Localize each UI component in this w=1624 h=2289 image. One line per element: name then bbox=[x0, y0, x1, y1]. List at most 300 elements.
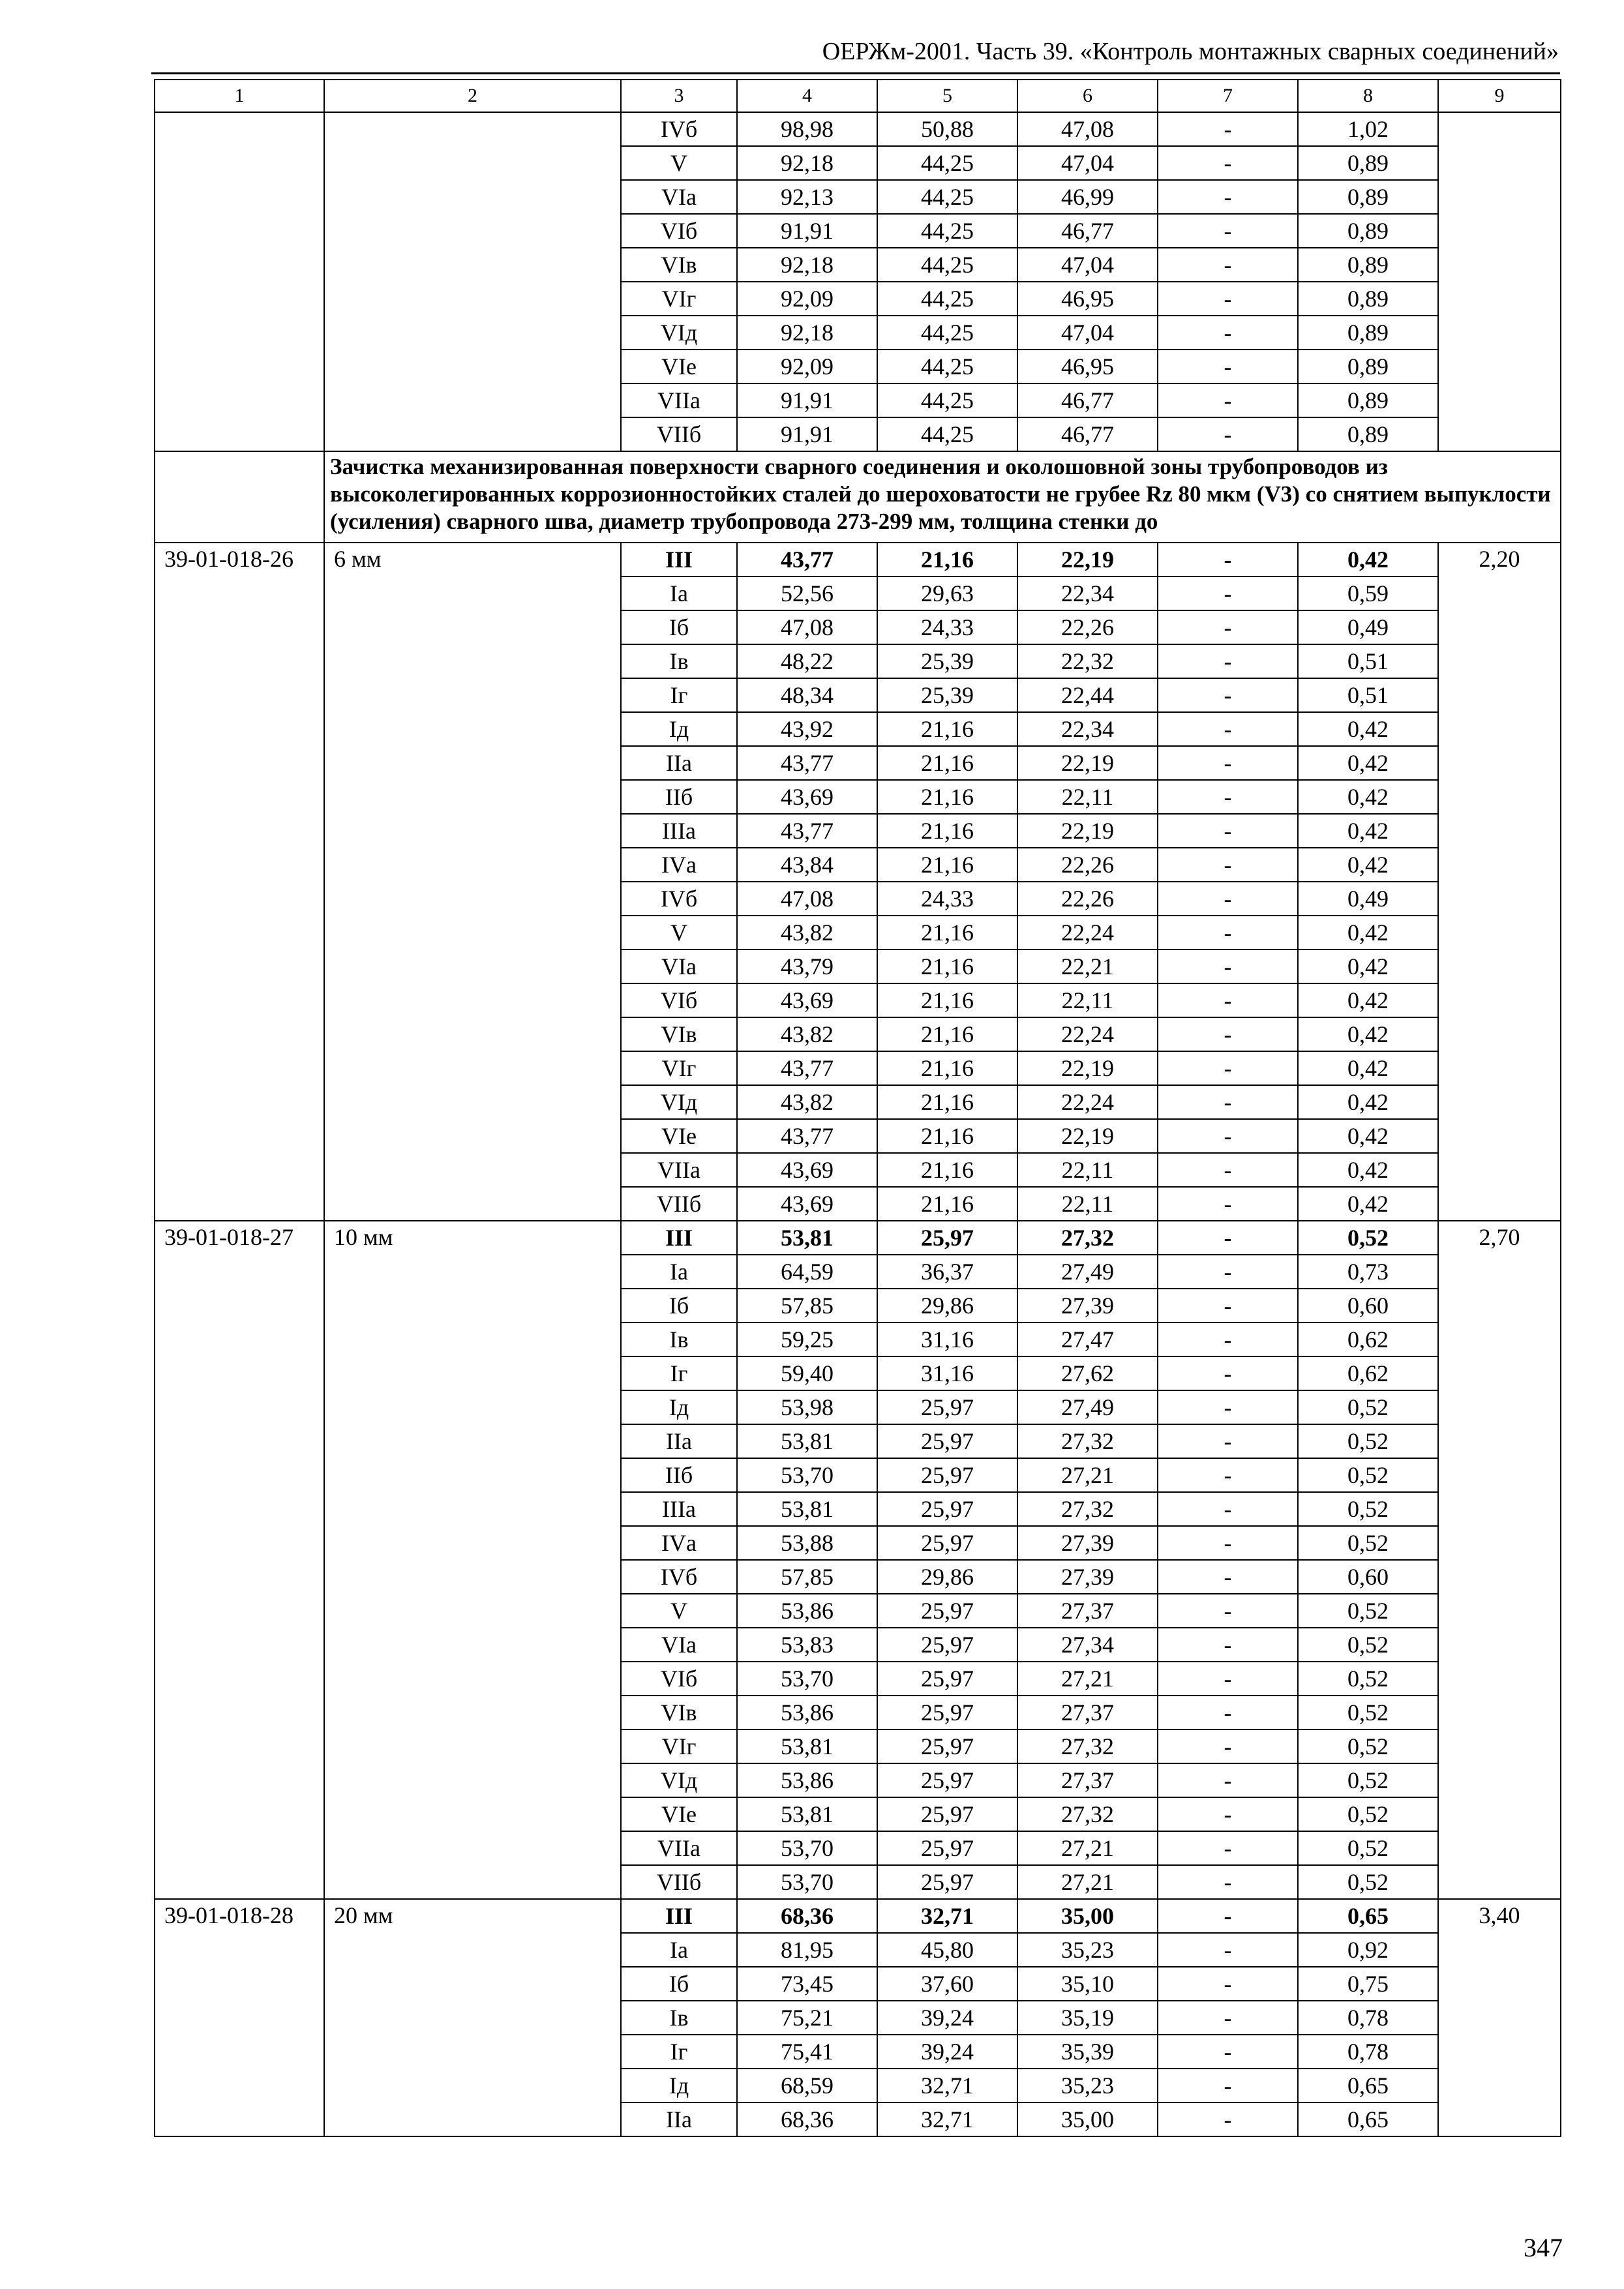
column-number: 9 bbox=[1438, 80, 1561, 112]
cell-materials: - bbox=[1158, 644, 1298, 678]
cell-materials: - bbox=[1158, 983, 1298, 1017]
cell-machinist-labor: 0,52 bbox=[1298, 1628, 1438, 1662]
cell-direct-costs: 48,34 bbox=[737, 678, 877, 712]
cell-direct-costs: 73,45 bbox=[737, 1967, 877, 2001]
header-rule bbox=[151, 72, 1560, 74]
cell-variant: IVб bbox=[621, 112, 737, 146]
cell-direct-costs: 43,82 bbox=[737, 1017, 877, 1051]
cell-direct-costs: 92,18 bbox=[737, 146, 877, 180]
cell-machinist-labor: 0,59 bbox=[1298, 576, 1438, 610]
cell-machine-costs: 27,39 bbox=[1017, 1289, 1158, 1323]
cell-variant: Iг bbox=[621, 678, 737, 712]
cell-materials: - bbox=[1158, 1899, 1298, 1933]
cell-machine-costs: 22,11 bbox=[1017, 1153, 1158, 1187]
cell-direct-costs: 59,25 bbox=[737, 1323, 877, 1356]
cell-machinist-labor: 0,42 bbox=[1298, 1119, 1438, 1153]
cell-machine-costs: 22,11 bbox=[1017, 780, 1158, 814]
cell-labor-wages: 21,16 bbox=[877, 950, 1017, 983]
cell-materials: - bbox=[1158, 1323, 1298, 1356]
cell-materials: - bbox=[1158, 1492, 1298, 1526]
cell-labor-wages: 21,16 bbox=[877, 848, 1017, 882]
cell-machine-costs: 47,04 bbox=[1017, 146, 1158, 180]
cell-machinist-labor: 0,52 bbox=[1298, 1424, 1438, 1458]
cell-variant: IVа bbox=[621, 1526, 737, 1560]
cell-machine-costs: 46,99 bbox=[1017, 180, 1158, 214]
column-number: 4 bbox=[737, 80, 877, 112]
cell-machine-costs: 22,19 bbox=[1017, 1119, 1158, 1153]
cell-labor-wages: 44,25 bbox=[877, 282, 1017, 316]
cell-variant: III bbox=[621, 1899, 737, 1933]
cell-machinist-labor: 0,42 bbox=[1298, 1153, 1438, 1187]
cell-direct-costs: 53,86 bbox=[737, 1594, 877, 1628]
cell-materials: - bbox=[1158, 882, 1298, 916]
cell-machine-costs: 22,44 bbox=[1017, 678, 1158, 712]
cell-machine-costs: 27,32 bbox=[1017, 1424, 1158, 1458]
cell-direct-costs: 48,22 bbox=[737, 644, 877, 678]
cell-machine-costs: 27,37 bbox=[1017, 1763, 1158, 1797]
cell-variant: IIIа bbox=[621, 1492, 737, 1526]
cell-direct-costs: 43,77 bbox=[737, 543, 877, 576]
column-number: 8 bbox=[1298, 80, 1438, 112]
cell-variant: Iб bbox=[621, 1289, 737, 1323]
cell-machinist-labor: 0,89 bbox=[1298, 417, 1438, 451]
cell-machinist-labor: 0,60 bbox=[1298, 1289, 1438, 1323]
cell-labor-wages: 44,25 bbox=[877, 146, 1017, 180]
cell-machine-costs: 22,11 bbox=[1017, 983, 1158, 1017]
cell-materials: - bbox=[1158, 678, 1298, 712]
cell-direct-costs: 68,36 bbox=[737, 1899, 877, 1933]
cell-labor-wages: 21,16 bbox=[877, 1085, 1017, 1119]
cell-machine-costs: 22,24 bbox=[1017, 1085, 1158, 1119]
cell-machinist-labor: 0,52 bbox=[1298, 1729, 1438, 1763]
cell-labor-wages: 50,88 bbox=[877, 112, 1017, 146]
cell-machine-costs: 22,19 bbox=[1017, 1051, 1158, 1085]
cell-direct-costs: 53,70 bbox=[737, 1865, 877, 1899]
cell-materials: - bbox=[1158, 1458, 1298, 1492]
cell-machinist-labor: 0,52 bbox=[1298, 1662, 1438, 1696]
cell-variant: VIб bbox=[621, 1662, 737, 1696]
cell-materials: - bbox=[1158, 814, 1298, 848]
cell-machine-costs: 22,19 bbox=[1017, 814, 1158, 848]
cell-machinist-labor: 0,52 bbox=[1298, 1696, 1438, 1729]
cell-labor-wages: 25,97 bbox=[877, 1390, 1017, 1424]
cell-variant: IIа bbox=[621, 746, 737, 780]
cell-direct-costs: 75,21 bbox=[737, 2001, 877, 2035]
cell-materials: - bbox=[1158, 1729, 1298, 1763]
cell-materials: - bbox=[1158, 2001, 1298, 2035]
cell-labor-wages: 25,97 bbox=[877, 1662, 1017, 1696]
cell-direct-costs: 53,98 bbox=[737, 1390, 877, 1424]
cell-variant: VIг bbox=[621, 282, 737, 316]
cell-materials: - bbox=[1158, 1797, 1298, 1831]
cell-machinist-labor: 0,42 bbox=[1298, 950, 1438, 983]
cell-machinist-labor: 0,42 bbox=[1298, 712, 1438, 746]
cell-materials: - bbox=[1158, 2035, 1298, 2069]
cell-total: 2,70 bbox=[1438, 1221, 1561, 1899]
cell-materials: - bbox=[1158, 1696, 1298, 1729]
cell-materials: - bbox=[1158, 610, 1298, 644]
cell-materials: - bbox=[1158, 180, 1298, 214]
cell-variant: VIд bbox=[621, 1763, 737, 1797]
cell-variant: VIIа bbox=[621, 1153, 737, 1187]
cell-machinist-labor: 0,42 bbox=[1298, 1187, 1438, 1221]
cell-labor-wages: 21,16 bbox=[877, 814, 1017, 848]
page-number: 347 bbox=[1524, 2233, 1563, 2262]
cell-wall-thickness: 20 мм bbox=[324, 1899, 621, 2136]
cell-rate-code: 39-01-018-28 bbox=[155, 1899, 324, 2136]
table-row bbox=[155, 543, 1561, 576]
cell-variant: IVб bbox=[621, 882, 737, 916]
cell-machine-costs: 47,04 bbox=[1017, 248, 1158, 282]
cell-direct-costs: 53,86 bbox=[737, 1696, 877, 1729]
cell-machinist-labor: 0,89 bbox=[1298, 350, 1438, 383]
cell-materials: - bbox=[1158, 848, 1298, 882]
cell-machine-costs: 35,23 bbox=[1017, 2069, 1158, 2102]
cell-direct-costs: 53,83 bbox=[737, 1628, 877, 1662]
cell-code-empty bbox=[155, 451, 324, 543]
cell-labor-wages: 24,33 bbox=[877, 610, 1017, 644]
page-header: ОЕРЖм-2001. Часть 39. «Контроль монтажных сварных соединений» bbox=[822, 38, 1559, 65]
cell-materials: - bbox=[1158, 282, 1298, 316]
cell-variant: IIа bbox=[621, 2102, 737, 2136]
cell-machinist-labor: 0,42 bbox=[1298, 1051, 1438, 1085]
cell-variant: Iд bbox=[621, 2069, 737, 2102]
cell-variant: IIб bbox=[621, 780, 737, 814]
cell-materials: - bbox=[1158, 746, 1298, 780]
cell-machine-costs: 46,77 bbox=[1017, 417, 1158, 451]
cell-machine-costs: 27,49 bbox=[1017, 1390, 1158, 1424]
cell-variant: VIв bbox=[621, 1696, 737, 1729]
cell-machine-costs: 27,39 bbox=[1017, 1526, 1158, 1560]
cell-machinist-labor: 0,52 bbox=[1298, 1526, 1438, 1560]
cell-materials: - bbox=[1158, 1526, 1298, 1560]
cell-materials: - bbox=[1158, 1187, 1298, 1221]
cell-machine-costs: 27,21 bbox=[1017, 1865, 1158, 1899]
cell-machinist-labor: 0,89 bbox=[1298, 248, 1438, 282]
cell-labor-wages: 25,39 bbox=[877, 644, 1017, 678]
cell-labor-wages: 21,16 bbox=[877, 1017, 1017, 1051]
cell-materials: - bbox=[1158, 112, 1298, 146]
cell-machine-costs: 22,32 bbox=[1017, 644, 1158, 678]
cell-variant: III bbox=[621, 1221, 737, 1255]
cell-machinist-labor: 0,65 bbox=[1298, 2102, 1438, 2136]
cell-materials: - bbox=[1158, 1221, 1298, 1255]
cell-machine-costs: 46,77 bbox=[1017, 214, 1158, 248]
cell-variant: V bbox=[621, 146, 737, 180]
cell-variant: Iа bbox=[621, 1933, 737, 1967]
cell-machinist-labor: 0,42 bbox=[1298, 916, 1438, 950]
cell-machine-costs: 22,19 bbox=[1017, 746, 1158, 780]
cell-machinist-labor: 0,52 bbox=[1298, 1831, 1438, 1865]
cell-labor-wages: 25,97 bbox=[877, 1696, 1017, 1729]
cell-labor-wages: 25,97 bbox=[877, 1526, 1017, 1560]
cell-labor-wages: 25,97 bbox=[877, 1831, 1017, 1865]
cell-materials: - bbox=[1158, 950, 1298, 983]
cell-variant: III bbox=[621, 543, 737, 576]
cell-materials: - bbox=[1158, 417, 1298, 451]
cell-variant: IIIа bbox=[621, 814, 737, 848]
cell-machinist-labor: 0,52 bbox=[1298, 1492, 1438, 1526]
cell-direct-costs: 68,59 bbox=[737, 2069, 877, 2102]
cell-machinist-labor: 0,42 bbox=[1298, 1017, 1438, 1051]
cell-variant: VIе bbox=[621, 1119, 737, 1153]
cell-machinist-labor: 0,89 bbox=[1298, 214, 1438, 248]
cell-variant: Iв bbox=[621, 644, 737, 678]
cell-labor-wages: 25,97 bbox=[877, 1424, 1017, 1458]
cell-materials: - bbox=[1158, 1356, 1298, 1390]
cell-machine-costs: 27,37 bbox=[1017, 1696, 1158, 1729]
cell-labor-wages: 25,97 bbox=[877, 1763, 1017, 1797]
cell-direct-costs: 53,88 bbox=[737, 1526, 877, 1560]
cell-labor-wages: 31,16 bbox=[877, 1356, 1017, 1390]
cell-total: 3,40 bbox=[1438, 1899, 1561, 2136]
cell-code-empty bbox=[155, 112, 324, 451]
cell-machine-costs: 22,19 bbox=[1017, 543, 1158, 576]
cell-machine-costs: 27,39 bbox=[1017, 1560, 1158, 1594]
cell-direct-costs: 52,56 bbox=[737, 576, 877, 610]
cell-machine-costs: 35,10 bbox=[1017, 1967, 1158, 2001]
cell-machine-costs: 47,04 bbox=[1017, 316, 1158, 350]
cell-direct-costs: 92,18 bbox=[737, 248, 877, 282]
cell-machinist-labor: 0,75 bbox=[1298, 1967, 1438, 2001]
cell-labor-wages: 32,71 bbox=[877, 2069, 1017, 2102]
cell-machine-costs: 22,34 bbox=[1017, 576, 1158, 610]
cell-variant: Iб bbox=[621, 1967, 737, 2001]
cell-direct-costs: 53,81 bbox=[737, 1424, 877, 1458]
cell-variant: VIб bbox=[621, 214, 737, 248]
cell-variant: VIа bbox=[621, 1628, 737, 1662]
cell-labor-wages: 21,16 bbox=[877, 780, 1017, 814]
cell-machinist-labor: 0,89 bbox=[1298, 180, 1438, 214]
cell-variant: VIа bbox=[621, 180, 737, 214]
cell-machine-costs: 22,26 bbox=[1017, 882, 1158, 916]
cell-materials: - bbox=[1158, 1967, 1298, 2001]
cell-direct-costs: 91,91 bbox=[737, 417, 877, 451]
cell-direct-costs: 91,91 bbox=[737, 214, 877, 248]
cell-labor-wages: 39,24 bbox=[877, 2001, 1017, 2035]
cell-direct-costs: 92,13 bbox=[737, 180, 877, 214]
cell-direct-costs: 43,77 bbox=[737, 746, 877, 780]
cell-machine-costs: 35,23 bbox=[1017, 1933, 1158, 1967]
cell-labor-wages: 32,71 bbox=[877, 2102, 1017, 2136]
table-row bbox=[155, 1221, 1561, 1255]
cell-direct-costs: 53,70 bbox=[737, 1662, 877, 1696]
cell-direct-costs: 43,69 bbox=[737, 983, 877, 1017]
cell-labor-wages: 44,25 bbox=[877, 316, 1017, 350]
cell-machine-costs: 22,11 bbox=[1017, 1187, 1158, 1221]
cell-machine-costs: 27,32 bbox=[1017, 1797, 1158, 1831]
cell-variant: IVб bbox=[621, 1560, 737, 1594]
cell-direct-costs: 53,81 bbox=[737, 1729, 877, 1763]
cell-materials: - bbox=[1158, 1763, 1298, 1797]
cell-materials: - bbox=[1158, 1255, 1298, 1289]
cell-machine-costs: 46,95 bbox=[1017, 350, 1158, 383]
cell-labor-wages: 21,16 bbox=[877, 983, 1017, 1017]
table-row bbox=[155, 112, 1561, 146]
cell-wall-thickness: 6 мм bbox=[324, 543, 621, 1221]
cell-direct-costs: 47,08 bbox=[737, 610, 877, 644]
cell-labor-wages: 32,71 bbox=[877, 1899, 1017, 1933]
cell-variant: VIв bbox=[621, 1017, 737, 1051]
cell-materials: - bbox=[1158, 1628, 1298, 1662]
cell-machinist-labor: 0,65 bbox=[1298, 1899, 1438, 1933]
cell-direct-costs: 53,81 bbox=[737, 1492, 877, 1526]
cell-machinist-labor: 0,52 bbox=[1298, 1390, 1438, 1424]
cell-labor-wages: 29,63 bbox=[877, 576, 1017, 610]
cell-materials: - bbox=[1158, 2069, 1298, 2102]
cell-labor-wages: 31,16 bbox=[877, 1323, 1017, 1356]
cell-materials: - bbox=[1158, 1933, 1298, 1967]
cell-machine-costs: 22,24 bbox=[1017, 916, 1158, 950]
cell-labor-wages: 29,86 bbox=[877, 1560, 1017, 1594]
table-body bbox=[155, 80, 1561, 2136]
section-title-row bbox=[155, 451, 1561, 543]
cell-materials: - bbox=[1158, 1560, 1298, 1594]
cell-materials: - bbox=[1158, 916, 1298, 950]
column-number: 1 bbox=[155, 80, 324, 112]
cell-direct-costs: 43,77 bbox=[737, 1051, 877, 1085]
cell-machine-costs: 27,21 bbox=[1017, 1831, 1158, 1865]
cell-materials: - bbox=[1158, 1390, 1298, 1424]
cell-machinist-labor: 1,02 bbox=[1298, 112, 1438, 146]
cell-variant: VIа bbox=[621, 950, 737, 983]
cell-materials: - bbox=[1158, 780, 1298, 814]
cell-machinist-labor: 0,73 bbox=[1298, 1255, 1438, 1289]
cell-labor-wages: 24,33 bbox=[877, 882, 1017, 916]
cell-direct-costs: 53,81 bbox=[737, 1797, 877, 1831]
cell-variant: Iб bbox=[621, 610, 737, 644]
cell-variant: IVа bbox=[621, 848, 737, 882]
cell-machinist-labor: 0,60 bbox=[1298, 1560, 1438, 1594]
cell-direct-costs: 43,82 bbox=[737, 1085, 877, 1119]
cell-labor-wages: 25,97 bbox=[877, 1594, 1017, 1628]
cell-variant: VIд bbox=[621, 1085, 737, 1119]
cell-machinist-labor: 0,89 bbox=[1298, 146, 1438, 180]
cell-variant: VIIа bbox=[621, 1831, 737, 1865]
cell-variant: VIIа bbox=[621, 383, 737, 417]
cell-materials: - bbox=[1158, 1017, 1298, 1051]
cell-machinist-labor: 0,52 bbox=[1298, 1865, 1438, 1899]
cell-machinist-labor: 0,51 bbox=[1298, 644, 1438, 678]
cell-size-empty bbox=[324, 112, 621, 451]
cell-machine-costs: 22,26 bbox=[1017, 848, 1158, 882]
cell-variant: VIIб bbox=[621, 417, 737, 451]
cell-direct-costs: 92,09 bbox=[737, 350, 877, 383]
cell-machinist-labor: 0,42 bbox=[1298, 1085, 1438, 1119]
cell-labor-wages: 21,16 bbox=[877, 543, 1017, 576]
cell-labor-wages: 25,97 bbox=[877, 1729, 1017, 1763]
cell-machinist-labor: 0,42 bbox=[1298, 780, 1438, 814]
cell-labor-wages: 21,16 bbox=[877, 1051, 1017, 1085]
cell-machine-costs: 27,32 bbox=[1017, 1221, 1158, 1255]
cell-direct-costs: 92,09 bbox=[737, 282, 877, 316]
cell-labor-wages: 21,16 bbox=[877, 1153, 1017, 1187]
cell-materials: - bbox=[1158, 712, 1298, 746]
cell-direct-costs: 92,18 bbox=[737, 316, 877, 350]
cell-wall-thickness: 10 мм bbox=[324, 1221, 621, 1899]
column-number: 3 bbox=[621, 80, 737, 112]
cell-variant: Iд bbox=[621, 1390, 737, 1424]
cell-variant: Iв bbox=[621, 1323, 737, 1356]
cell-variant: Iг bbox=[621, 1356, 737, 1390]
cell-machine-costs: 27,32 bbox=[1017, 1492, 1158, 1526]
cell-materials: - bbox=[1158, 543, 1298, 576]
cell-machine-costs: 35,00 bbox=[1017, 2102, 1158, 2136]
cell-labor-wages: 25,39 bbox=[877, 678, 1017, 712]
cell-variant: VIв bbox=[621, 248, 737, 282]
cell-direct-costs: 53,70 bbox=[737, 1458, 877, 1492]
cell-variant: IIа bbox=[621, 1424, 737, 1458]
cell-machine-costs: 27,21 bbox=[1017, 1662, 1158, 1696]
cell-machinist-labor: 0,52 bbox=[1298, 1594, 1438, 1628]
cell-machinist-labor: 0,89 bbox=[1298, 282, 1438, 316]
cell-variant: Iв bbox=[621, 2001, 737, 2035]
cell-machinist-labor: 0,52 bbox=[1298, 1221, 1438, 1255]
cell-variant: Iд bbox=[621, 712, 737, 746]
cell-variant: IIб bbox=[621, 1458, 737, 1492]
section-title: Зачистка механизированная поверхности сварного соединения и околошовной зоны трубопроводов из высоколегированных коррозионностойких сталей до шероховатости не грубее Rz 80 мкм (V3) со снятием выпуклости (усиления) сварного шва, диаметр трубопровода 273-299 мм, толщина стенки до bbox=[324, 451, 1561, 543]
cell-variant: VIд bbox=[621, 316, 737, 350]
cell-machinist-labor: 0,78 bbox=[1298, 2035, 1438, 2069]
cell-materials: - bbox=[1158, 350, 1298, 383]
cell-materials: - bbox=[1158, 1865, 1298, 1899]
cell-machinist-labor: 0,78 bbox=[1298, 2001, 1438, 2035]
cell-machinist-labor: 0,51 bbox=[1298, 678, 1438, 712]
cell-direct-costs: 43,69 bbox=[737, 780, 877, 814]
cell-direct-costs: 75,41 bbox=[737, 2035, 877, 2069]
cell-variant: VIе bbox=[621, 350, 737, 383]
column-number: 5 bbox=[877, 80, 1017, 112]
cell-machinist-labor: 0,42 bbox=[1298, 848, 1438, 882]
cell-machine-costs: 27,47 bbox=[1017, 1323, 1158, 1356]
cell-labor-wages: 25,97 bbox=[877, 1458, 1017, 1492]
cell-variant: V bbox=[621, 916, 737, 950]
cell-machinist-labor: 0,42 bbox=[1298, 746, 1438, 780]
cell-machinist-labor: 0,42 bbox=[1298, 814, 1438, 848]
cell-labor-wages: 21,16 bbox=[877, 712, 1017, 746]
cell-direct-costs: 43,79 bbox=[737, 950, 877, 983]
cell-materials: - bbox=[1158, 1424, 1298, 1458]
cell-direct-costs: 59,40 bbox=[737, 1356, 877, 1390]
cell-direct-costs: 98,98 bbox=[737, 112, 877, 146]
cell-machine-costs: 35,19 bbox=[1017, 2001, 1158, 2035]
cell-variant: VIIб bbox=[621, 1187, 737, 1221]
column-number-row bbox=[155, 80, 1561, 112]
cell-direct-costs: 43,84 bbox=[737, 848, 877, 882]
cell-machine-costs: 47,08 bbox=[1017, 112, 1158, 146]
cell-labor-wages: 44,25 bbox=[877, 417, 1017, 451]
cell-labor-wages: 21,16 bbox=[877, 746, 1017, 780]
cell-direct-costs: 43,92 bbox=[737, 712, 877, 746]
cell-variant: VIе bbox=[621, 1797, 737, 1831]
cell-machinist-labor: 0,62 bbox=[1298, 1356, 1438, 1390]
cell-labor-wages: 39,24 bbox=[877, 2035, 1017, 2069]
cell-labor-wages: 44,25 bbox=[877, 214, 1017, 248]
cell-rate-code: 39-01-018-27 bbox=[155, 1221, 324, 1899]
cell-machine-costs: 27,49 bbox=[1017, 1255, 1158, 1289]
cell-materials: - bbox=[1158, 248, 1298, 282]
cell-variant: V bbox=[621, 1594, 737, 1628]
cell-materials: - bbox=[1158, 1594, 1298, 1628]
cell-labor-wages: 21,16 bbox=[877, 916, 1017, 950]
cell-materials: - bbox=[1158, 383, 1298, 417]
cell-machinist-labor: 0,52 bbox=[1298, 1763, 1438, 1797]
cell-direct-costs: 43,77 bbox=[737, 1119, 877, 1153]
cell-materials: - bbox=[1158, 1051, 1298, 1085]
cell-materials: - bbox=[1158, 1662, 1298, 1696]
cell-machinist-labor: 0,49 bbox=[1298, 882, 1438, 916]
cell-labor-wages: 44,25 bbox=[877, 383, 1017, 417]
